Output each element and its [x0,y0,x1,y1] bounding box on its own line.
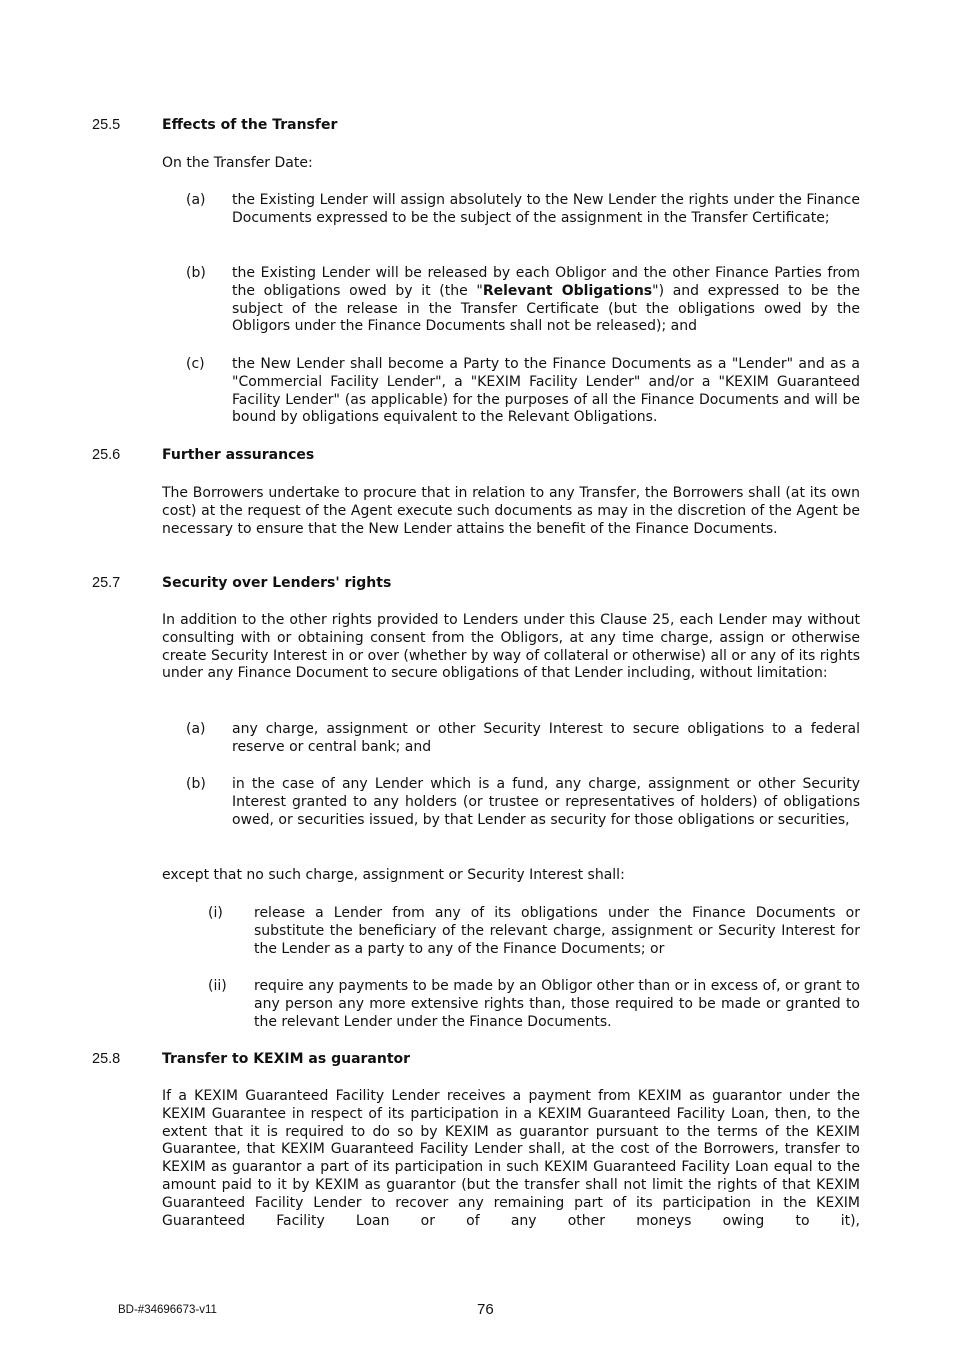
section-number: 25.5 [92,117,121,133]
sub-list-marker: (ii) [208,978,227,994]
list-item-text: in the case of any Lender which is a fund, any charge, assignment or other Security Interest granted to any holders (or trustee or representatives of holders) of obligations owed, or securities issued, by that Lender as security for those obligations or securities, [232,776,860,828]
list-item-text: any charge, assignment or other Security Interest to secure obligations to a federal reserve or central bank; and [232,721,860,755]
list-item-text-pre: the Existing Lender will be released by each Obligor and the other Finance Parties from the obligations owed by it (the " [232,265,860,299]
section-number: 25.8 [92,1051,121,1067]
section-heading: Further assurances [162,447,315,463]
sub-list-item-text: require any payments to be made by an Obligor other than or in excess of, or grant to any person any more extensive rights than, those required to be made or granted to the relevant Lender under the Finance Documents. [254,978,860,1030]
sub-list-item-text: release a Lender from any of its obligations under the Finance Documents or substitute the beneficiary of the relevant charge, assignment or Security Interest for the Lender as a party to any of the Finance Documents; or [254,905,860,957]
list-item-text: the New Lender shall become a Party to the Finance Documents as a "Lender" and as a "Commercial Facility Lender", a "KEXIM Facility Lender" and/or a "KEXIM Guaranteed Facility Lender" (as applicable) for the purposes of all the Finance Documents and will be bound by obligations equivalent to the Relevant Obligations. [232,356,860,426]
list-marker: (c) [186,356,205,372]
list-marker: (b) [186,265,206,281]
list-marker: (a) [186,192,206,208]
section-heading: Transfer to KEXIM as guarantor [162,1051,411,1067]
section-body: In addition to the other rights provided to Lenders under this Clause 25, each Lender may without consulting with or obtaining consent from the Obligors, at any time charge, assign or otherwise create Security Interest in or over (whether by way of collateral or otherwise) all or any of its rights under any Finance Document to secure obligations of that Lender including, without limitation: [162,612,860,682]
list-item-text-post: ") and expressed to be the subject of the release in the Transfer Certificate (but the obligations owed by the Obligors under the Finance Documents shall not be released); and [232,282,860,335]
section-heading: Security over Lenders' rights [162,575,392,591]
list-marker: (a) [186,721,206,737]
document-reference: BD-#34696673-v11 [118,1304,217,1316]
section-body: The Borrowers undertake to procure that in relation to any Transfer, the Borrowers shall (at its own cost) at the request of the Agent execute such documents as may in the discretion of the Agent be necessary to ensure that the New Lender attains the benefit of the Finance Documents. [162,485,860,537]
list-marker: (b) [186,776,206,792]
section-intro: On the Transfer Date: [162,155,313,171]
list-item-text: the Existing Lender will assign absolutely to the New Lender the rights under the Finance Documents expressed to be the subject of the assignment in the Transfer Certificate; [232,192,860,226]
except-text: except that no such charge, assignment or Security Interest shall: [162,867,625,883]
section-number: 25.6 [92,447,121,463]
page-number: 76 [477,1301,494,1318]
defined-term: Relevant Obligations [482,282,653,299]
sub-list-marker: (i) [208,905,223,921]
list-item-text [232,265,860,336]
section-body: If a KEXIM Guaranteed Facility Lender receives a payment from KEXIM as guarantor under the KEXIM Guarantee in respect of its participation in a KEXIM Guaranteed Facility Loan, then, to the extent that it is required to do so by KEXIM as guarantor pursuant to the terms of the KEXIM Guarantee, that KEXIM Guaranteed Facility Lender shall, at the cost of the Borrowers, transfer to KEXIM as guarantor a part of its participation in such KEXIM Guaranteed Facility Loan equal to the amount paid to it by KEXIM as guarantor (but the transfer shall not limit the rights of that KEXIM Guaranteed Facility Lender to recover any remaining part of its participation in the KEXIM Guaranteed Facility Loan or of any other moneys owing to it), [162,1088,860,1229]
section-heading: Effects of the Transfer [162,117,338,133]
section-number: 25.7 [92,575,121,591]
